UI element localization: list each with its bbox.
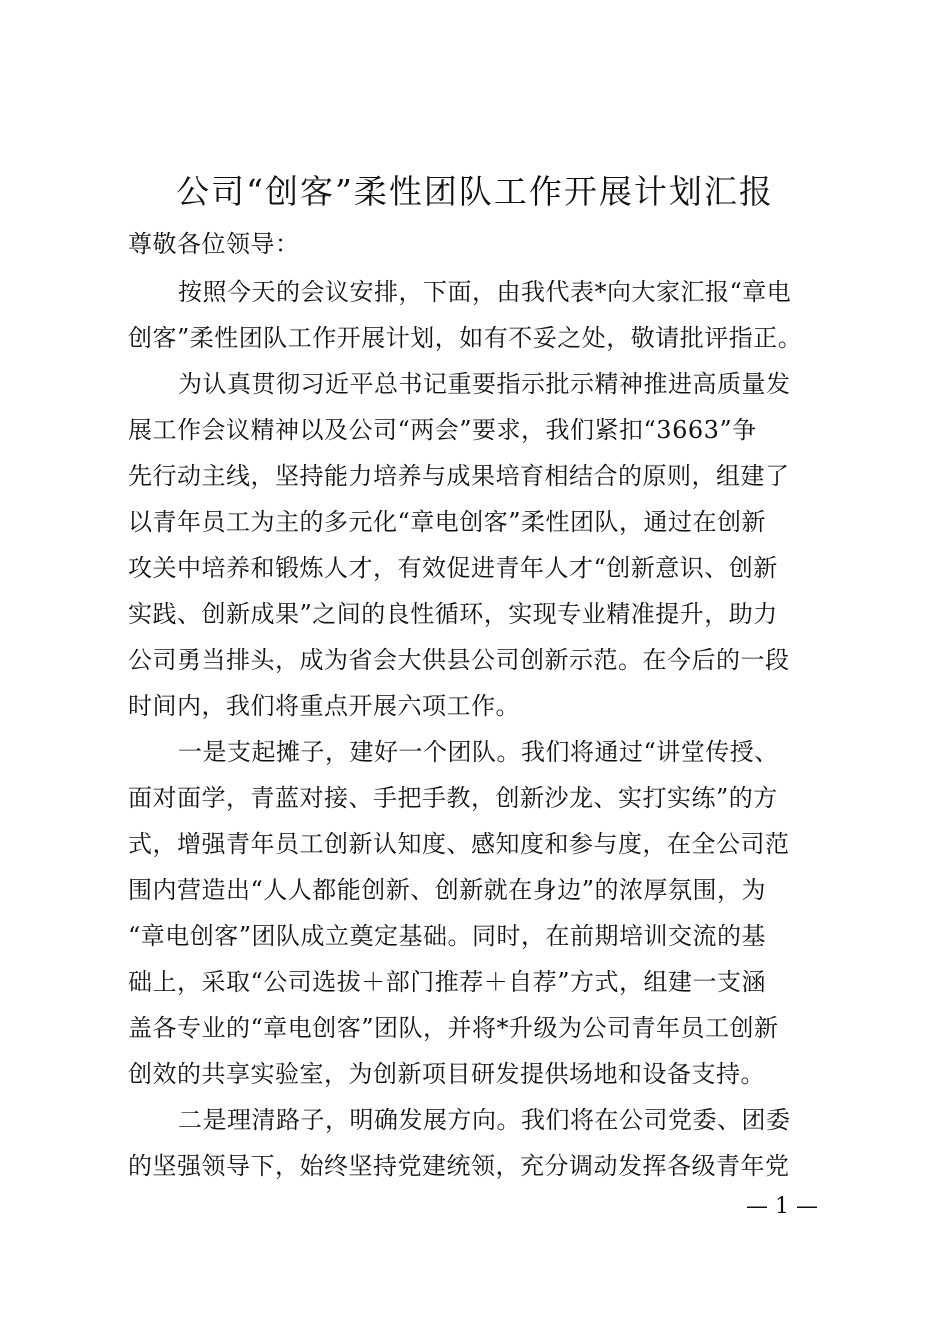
text-line: 盖各专业的“章电创客”团队，并将*升级为公司青年员工创新 — [128, 1014, 779, 1042]
text-line: 础上，采取“公司选拔＋部门推荐＋自荐”方式，组建一支涵 — [128, 968, 767, 996]
text-line: 的坚强领导下，始终坚持党建统领，充分调动发挥各级青年党 — [128, 1152, 790, 1180]
text-line: 为认真贯彻习近平总书记重要指示批示精神推进高质量发 — [178, 370, 791, 398]
text-line: 攻关中培养和锻炼人才，有效促进青年人才“创新意识、创新 — [128, 554, 778, 582]
text-line: “章电创客”团队成立奠定基础。同时，在前期培训交流的基 — [128, 922, 767, 950]
text-line: 创效的共享实验室，为创新项目研发提供场地和设备支持。 — [128, 1060, 765, 1088]
text-line: 先行动主线，坚持能力培养与成果培育相结合的原则，组建了 — [128, 462, 790, 490]
salutation: 尊敬各位领导： — [128, 230, 300, 258]
text-line: 展工作会议精神以及公司“两会”要求，我们紧扣“3663”争 — [128, 416, 757, 444]
text-line: 实践、创新成果”之间的良性循环，实现专业精准提升，助力 — [128, 600, 778, 628]
text-line: 式，增强青年员工创新认知度、感知度和参与度，在全公司范 — [128, 830, 790, 858]
text-line: 围内营造出“人人都能创新、创新就在身边”的浓厚氛围，为 — [128, 876, 767, 904]
text-line: 按照今天的会议安排，下面，由我代表*向大家汇报“章电 — [178, 278, 792, 306]
text-line: 以青年员工为主的多元化“章电创客”柔性团队，通过在创新 — [128, 508, 767, 536]
text-line: 面对面学，青蓝对接、手把手教，创新沙龙、实打实练”的方 — [128, 784, 778, 812]
text-line: 公司勇当排头，成为省会大供县公司创新示范。在今后的一段 — [128, 646, 790, 674]
page-number: — 1 — — [746, 1194, 818, 1219]
text-line: 创客”柔性团队工作开展计划，如有不妥之处，敬请批评指正。 — [128, 324, 803, 352]
text-line: 二是理清路子，明确发展方向。我们将在公司党委、团委 — [178, 1106, 791, 1134]
text-line: 时间内，我们将重点开展六项工作。 — [128, 692, 520, 720]
text-line: 一是支起摊子，建好一个团队。我们将通过“讲堂传授、 — [178, 738, 779, 766]
document-title: 公司“创客”柔性团队工作开展计划汇报 — [176, 172, 774, 211]
